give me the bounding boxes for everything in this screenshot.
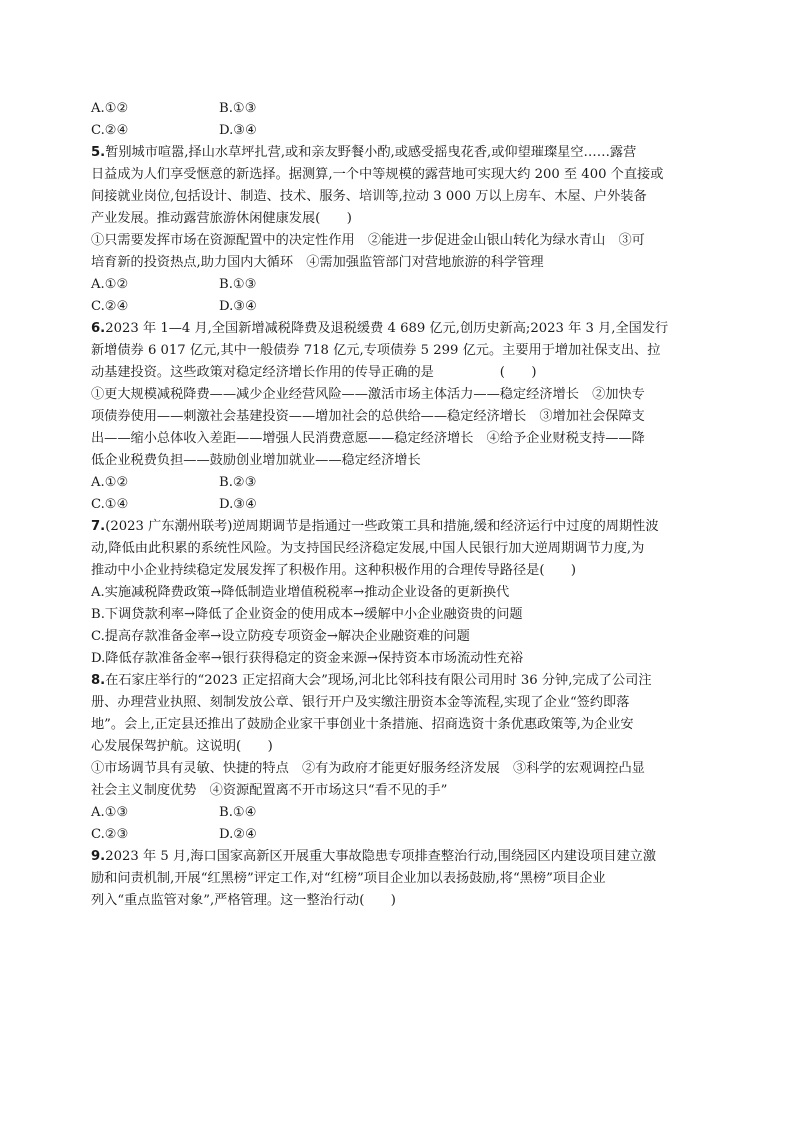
statement-line: ①只需要发挥市场在资源配置中的决定性作用 ②能进一步促进金山银山转化为绿水青山 ③可: [91, 233, 645, 248]
question-number: 9.: [91, 849, 106, 864]
choice-d[interactable]: D.降低存款准备金率→银行获得稳定的资金来源→保持资本市场流动性充裕: [91, 651, 524, 666]
question-stem-line: 心发展保驾护航。这说明( ): [91, 739, 273, 754]
option-row: [91, 274, 706, 296]
question-stem-line: 产业发展。推动露营旅游休闲健康发展( ): [91, 211, 352, 226]
question-stem-line: 动,降低由此积累的系统性风险。为支持国民经济稳定发展,中国人民银行加大逆周期调节力度,为: [91, 541, 645, 556]
option-b[interactable]: B.②③: [219, 475, 257, 490]
statement-line: 培育新的投资热点,助力国内大循环 ④需加强监管部门对营地旅游的科学管理: [91, 255, 544, 270]
statement-line: 社会主义制度优势 ④资源配置离不开市场这只“看不见的手”: [91, 783, 448, 798]
option-d[interactable]: D.③④: [219, 123, 257, 138]
question-stem-line: 励和问责机制,开展“红黑榜”评定工作,对“红榜”项目企业加以表扬鼓励,将“黑榜”项目企业: [91, 871, 606, 886]
option-a[interactable]: A.①②: [91, 277, 129, 292]
question-stem-line: 动基建投资。这些政策对稳定经济增长作用的传导正确的是 ( ): [91, 365, 537, 380]
question-stem-line: 地”。会上,正定县还推出了鼓励企业家干事创业十条措施、招商选资十条优惠政策等,为企业安: [91, 717, 634, 732]
option-row: [91, 472, 706, 494]
exam-page: [91, 98, 706, 912]
option-row: [91, 98, 706, 120]
option-row: [91, 296, 706, 318]
question-stem-line: 8.在石家庄举行的“2023 正定招商大会”现场,河北比邻科技有限公司用时 36 分钟,完成了公司注: [91, 673, 652, 688]
question-number: 7.: [91, 519, 106, 534]
choice-b[interactable]: B.下调贷款利率→降低了企业资金的使用成本→缓解中小企业融资贵的问题: [91, 607, 523, 622]
option-c[interactable]: C.①④: [91, 497, 129, 512]
option-d[interactable]: D.②④: [219, 827, 257, 842]
question-5: [91, 142, 706, 318]
question-stem-line: 间接就业岗位,包括设计、制造、技术、服务、培训等,拉动 3 000 万以上房车、木屋、户外装备: [91, 189, 647, 204]
question-stem-line: 册、办理营业执照、刻制发放公章、银行开户及实缴注册资本金等流程,实现了企业“签约即落: [91, 695, 630, 710]
option-row: [91, 120, 706, 142]
question-6: [91, 318, 706, 516]
question-stem-line: 6.2023 年 1—4 月,全国新增减税降费及退税缓费 4 689 亿元,创历史新高;2023 年 3 月,全国发行: [91, 321, 669, 336]
option-b[interactable]: B.①③: [219, 101, 257, 116]
option-a[interactable]: A.①③: [91, 805, 129, 820]
option-a[interactable]: A.①②: [91, 101, 129, 116]
option-b[interactable]: B.①③: [219, 277, 257, 292]
question-stem-line: 列入“重点监管对象”,严格管理。这一整治行动( ): [91, 893, 396, 908]
option-c[interactable]: C.②③: [91, 827, 129, 842]
question-7: [91, 516, 706, 670]
statement-line: ①更大规模减税降费——减少企业经营风险——激活市场主体活力——稳定经济增长 ②加快专: [91, 387, 645, 402]
option-d[interactable]: D.③④: [219, 299, 257, 314]
question-stem-line: 推动中小企业持续稳定发展发挥了积极作用。这种积极作用的合理传导路径是( ): [91, 563, 577, 578]
question-stem-line: 5.暂别城市喧嚣,择山水草坪扎营,或和亲友野餐小酌,或感受摇曳花香,或仰望璀璨星空……露营: [91, 145, 637, 160]
question-stem-line: 日益成为人们享受惬意的新选择。据测算,一个中等规模的露营地可实现大约 200 至 400 个直接或: [91, 167, 664, 182]
question-number: 8.: [91, 673, 106, 688]
statement-line: 低企业税费负担——鼓励创业增加就业——稳定经济增长: [91, 453, 421, 468]
statement-line: 出——缩小总体收入差距——增强人民消费意愿——稳定经济增长 ④给予企业财税支持——降: [91, 431, 645, 446]
option-c[interactable]: C.②④: [91, 299, 129, 314]
question-stem-line: 9.2023 年 5 月,海口国家高新区开展重大事故隐患专项排查整治行动,围绕园区内建设项目建立激: [91, 849, 657, 864]
choice-c[interactable]: C.提高存款准备金率→设立防疫专项资金→解决企业融资难的问题: [91, 629, 470, 644]
question-4-options: [91, 98, 706, 142]
question-stem-line: 7.(2023 广东潮州联考)逆周期调节是指通过一些政策工具和措施,缓和经济运行中过度的周期性波: [91, 519, 659, 534]
question-stem-line: 新增债券 6 017 亿元,其中一般债券 718 亿元,专项债券 5 299 亿元。主要用于增加社保支出、拉: [91, 343, 661, 358]
option-c[interactable]: C.②④: [91, 123, 129, 138]
choice-a[interactable]: A.实施减税降费政策→降低制造业增值税税率→推动企业设备的更新换代: [91, 585, 510, 600]
option-b[interactable]: B.①④: [219, 805, 257, 820]
option-a[interactable]: A.①②: [91, 475, 129, 490]
question-number: 6.: [91, 321, 106, 336]
option-row: [91, 824, 706, 846]
question-9: [91, 846, 706, 912]
statement-line: 项债券使用——刺激社会基建投资——增加社会的总供给——稳定经济增长 ③增加社会保障支: [91, 409, 645, 424]
option-row: [91, 802, 706, 824]
option-row: [91, 494, 706, 516]
question-8: [91, 670, 706, 846]
statement-line: ①市场调节具有灵敏、快捷的特点 ②有为政府才能更好服务经济发展 ③科学的宏观调控凸显: [91, 761, 645, 776]
option-d[interactable]: D.③④: [219, 497, 257, 512]
question-number: 5.: [91, 145, 106, 160]
